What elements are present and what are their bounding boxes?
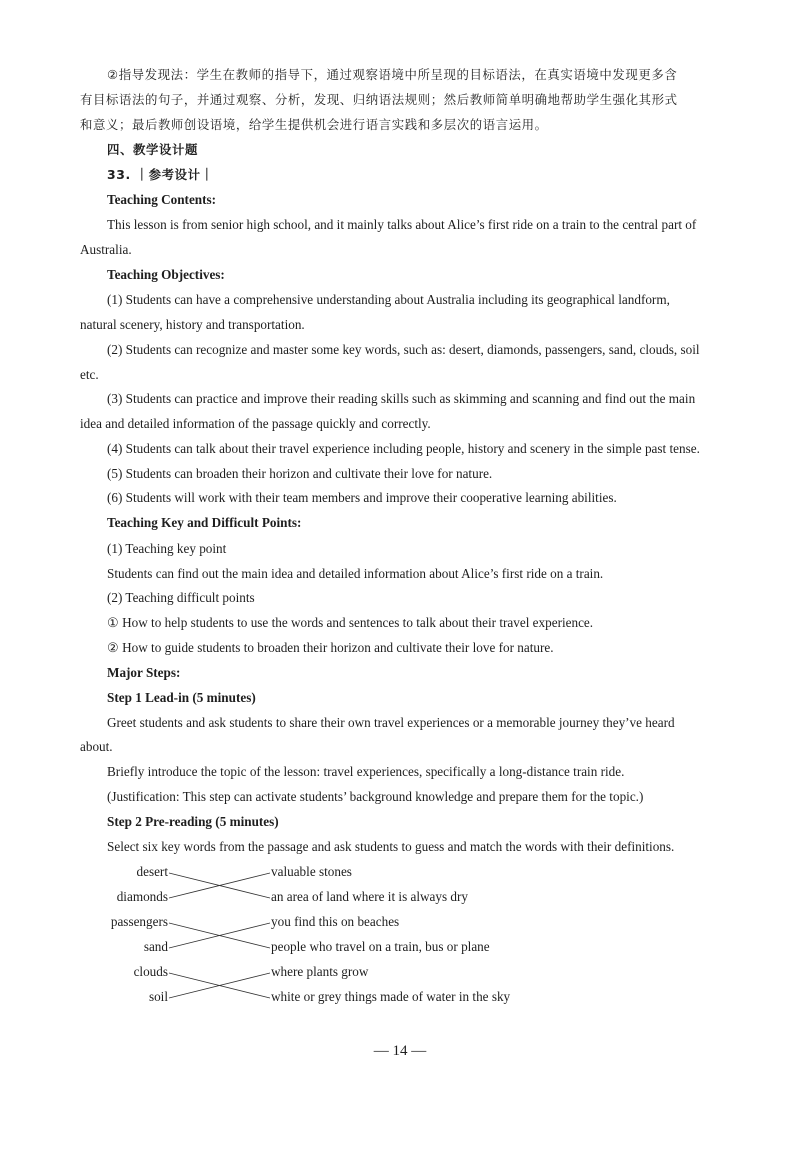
- guided-discovery-line-2: 有目标语法的句子，并通过观察、分析，发现、归纳语法规则；然后教师简单明确地帮助学生强化其形式: [80, 92, 678, 107]
- match-definition: white or grey things made of water in the sky: [271, 989, 511, 1004]
- match-definition: you find this on beaches: [271, 914, 400, 929]
- step-1-heading: Step 1 Lead-in (5 minutes): [107, 690, 256, 705]
- objectives-heading: Teaching Objectives:: [107, 267, 225, 282]
- match-word: diamonds: [116, 889, 168, 904]
- match-word: soil: [148, 989, 168, 1004]
- step-1-line-2: about.: [80, 739, 113, 754]
- major-steps-heading: Major Steps:: [107, 665, 181, 680]
- key-point-label: (1) Teaching key point: [107, 541, 227, 556]
- match-definition: where plants grow: [271, 964, 369, 979]
- step-1-line-1: Greet students and ask students to share their own travel experiences or a memorable journey they’ve heard: [107, 715, 675, 730]
- match-word: sand: [143, 939, 168, 954]
- match-word: desert: [136, 864, 168, 879]
- objective-3a: (3) Students can practice and improve their reading skills such as skimming and scanning and find out the main: [107, 391, 696, 406]
- objective-5: (5) Students can broaden their horizon and cultivate their love for nature.: [107, 466, 493, 481]
- match-definition: an area of land where it is always dry: [271, 889, 469, 904]
- step-2-heading: Step 2 Pre-reading (5 minutes): [107, 814, 279, 829]
- objective-2a: (2) Students can recognize and master some key words, such as: desert, diamonds, passengers, sand, clouds, soil: [107, 342, 700, 357]
- objective-1b: natural scenery, history and transportation.: [80, 317, 305, 332]
- key-point-text: Students can find out the main idea and detailed information about Alice’s first ride on a train.: [107, 566, 604, 581]
- contents-line-1: This lesson is from senior high school, and it mainly talks about Alice’s first ride on a train to the central part of: [107, 217, 697, 232]
- difficult-point-2: ② How to guide students to broaden their horizon and cultivate their love for nature.: [107, 640, 554, 655]
- key-points-heading: Teaching Key and Difficult Points:: [107, 515, 302, 530]
- difficult-points-label: (2) Teaching difficult points: [107, 590, 255, 605]
- match-definition: people who travel on a train, bus or plane: [271, 939, 490, 954]
- step-2-line-1: Select six key words from the passage and ask students to guess and match the words with their definitions.: [107, 839, 675, 854]
- step-1-line-3: Briefly introduce the topic of the lesson: travel experiences, specifically a long-distance train ride.: [107, 764, 625, 779]
- difficult-point-1: ① How to help students to use the words and sentences to talk about their travel experience.: [107, 615, 594, 630]
- contents-heading: Teaching Contents:: [107, 192, 217, 207]
- match-definition: valuable stones: [271, 864, 352, 879]
- contents-line-2: Australia.: [80, 242, 132, 257]
- objective-2b: etc.: [80, 367, 99, 382]
- question-label: 33. ｜参考设计｜: [107, 167, 214, 182]
- page-number: — 14 —: [373, 1043, 427, 1059]
- match-word: clouds: [133, 964, 168, 979]
- guided-discovery-line-3: 和意义；最后教师创设语境，给学生提供机会进行语言实践和多层次的语言运用。: [80, 117, 548, 132]
- step-1-justification: (Justification: This step can activate students’ background knowledge and prepare them for the topic.): [107, 789, 644, 804]
- guided-discovery-line-1: ②指导发现法：学生在教师的指导下，通过观察语境中所呈现的目标语法，在真实语境中发现更多含: [107, 67, 678, 82]
- section-heading: 四、教学设计题: [107, 142, 198, 157]
- objective-1a: (1) Students can have a comprehensive understanding about Australia including its geographical landform,: [107, 292, 670, 307]
- match-word: passengers: [110, 914, 168, 929]
- objective-3b: idea and detailed information of the passage quickly and correctly.: [80, 416, 431, 431]
- objective-6: (6) Students will work with their team members and improve their cooperative learning abilities.: [107, 490, 617, 505]
- objective-4: (4) Students can talk about their travel experience including people, history and scenery in the simple past tense.: [107, 441, 700, 456]
